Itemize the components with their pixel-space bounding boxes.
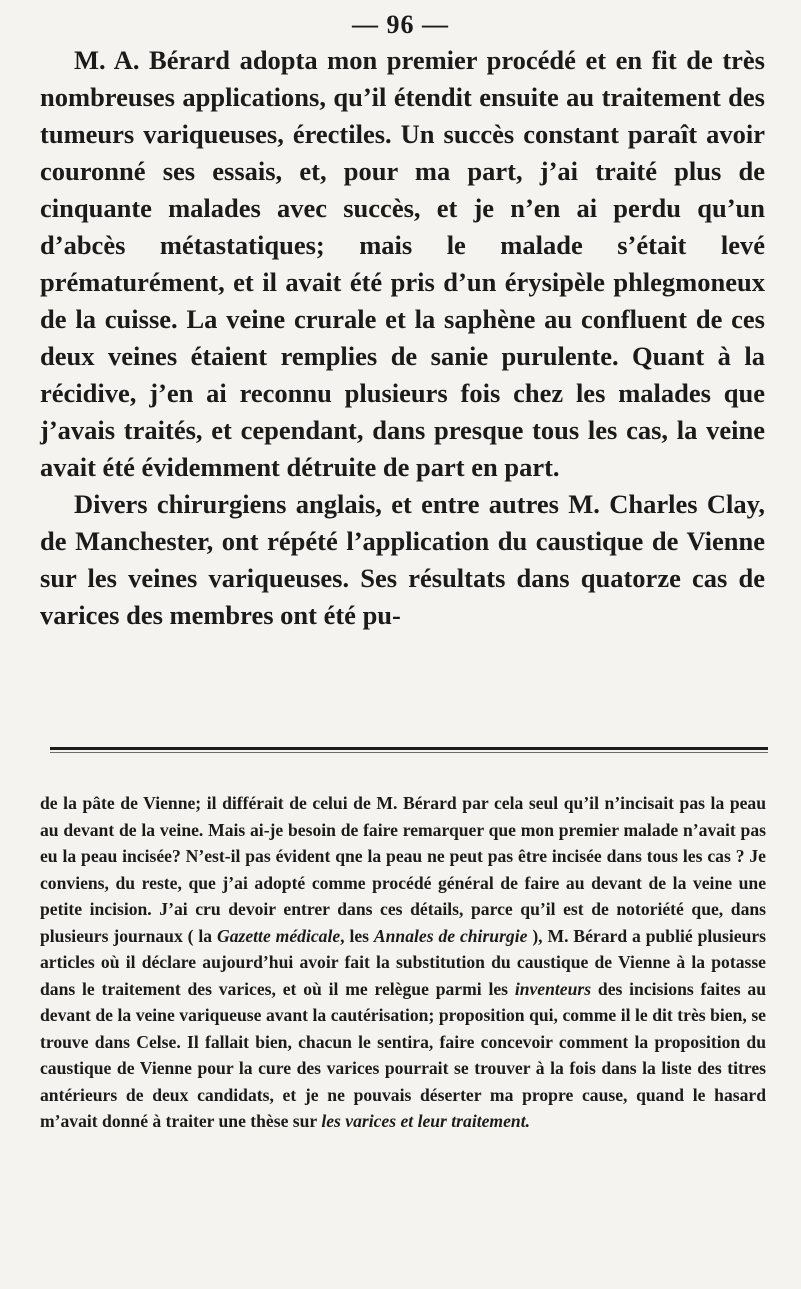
page-number: — 96 — [352, 10, 449, 39]
footnote [40, 790, 766, 1135]
footnote-text-3: ), M. Bérard a publié plusieurs articles où il déclare aujourd’hui avoir fait la substitution du caustique de Vienne à la potasse dans le traitement des varices, et où il me relègue parmi les [40, 925, 767, 999]
paragraph-2: Divers chirurgiens anglais, et entre autres M. Charles Clay, de Manchester, ont répété l’application du caustique de Vienne sur les veines variqueuses. Ses résultats dans quatorze cas de varices des membres ont été pu- [40, 489, 765, 630]
main-text [40, 42, 765, 634]
footnote-text-1: de la pâte de Vienne; il différait de celui de M. Bérard par cela seul qu’il n’incisait pas la peau au devant de la veine. Mais ai-je besoin de faire remarquer que mon premier malade n’avait pas eu la peau incisée? N’est-il pas évident qne la peau ne peut pas être incisée dans tous les cas ? Je conviens, du reste, que j’ai adopté comme procédé général de faire au devant de la veine une petite incision. J’ai cru devoir entrer dans ces détails, parce qu’il est de notoriété que, dans plusieurs journaux ( la [40, 793, 766, 946]
footnote-thesis-title: les varices et leur traitement. [321, 1111, 530, 1131]
footnote-text-2: , les [340, 925, 374, 946]
footnote-journal-gazette: Gazette médicale [217, 925, 341, 946]
footnote-separator [50, 747, 768, 750]
footnote-separator-thin [50, 752, 768, 753]
footnote-term-inventeurs: inventeurs [514, 978, 592, 999]
footnote-paragraph [40, 790, 766, 1135]
paragraph-1: M. A. Bérard adopta mon premier procédé et en fit de très nombreuses applications, qu’il étendit ensuite au traitement des tumeurs variqueuses, érectiles. Un succès constant paraît avoir couronné ses essais, et, pour ma part, j’ai traité plus de cinquante malades avec succès, et je n’en ai perdu qu’un d’abcès métastatiques; mais le malade s’était levé prématurément, et il avait été pris d’un érysipèle phlegmoneux de la cuisse. La veine crurale et la saphène au confluent de ces deux veines étaient remplies de sanie purulente. Quant à la récidive, j’en ai reconnu plusieurs fois chez les malades que j’avais traités, et cependant, dans presque tous les cas, la veine avait été évidemment détruite de part en part. [40, 45, 765, 482]
footnote-text-4: des incisions faites au devant de la veine variqueuse avant la cautérisation; proposition qui, comme il le dit très bien, se trouve dans Celse. Il fallait bien, chacun le sentira, faire concevoir comment la proposition du caustique de Vienne pour la cure des varices pourrait se trouver à la fois dans la liste des titres antérieurs de deux candidats, et je ne pouvais déserter ma propre cause, quand le hasard m’avait donné à traiter une thèse sur [40, 978, 766, 1131]
footnote-journal-annales: Annales de chirurgie [373, 925, 528, 946]
